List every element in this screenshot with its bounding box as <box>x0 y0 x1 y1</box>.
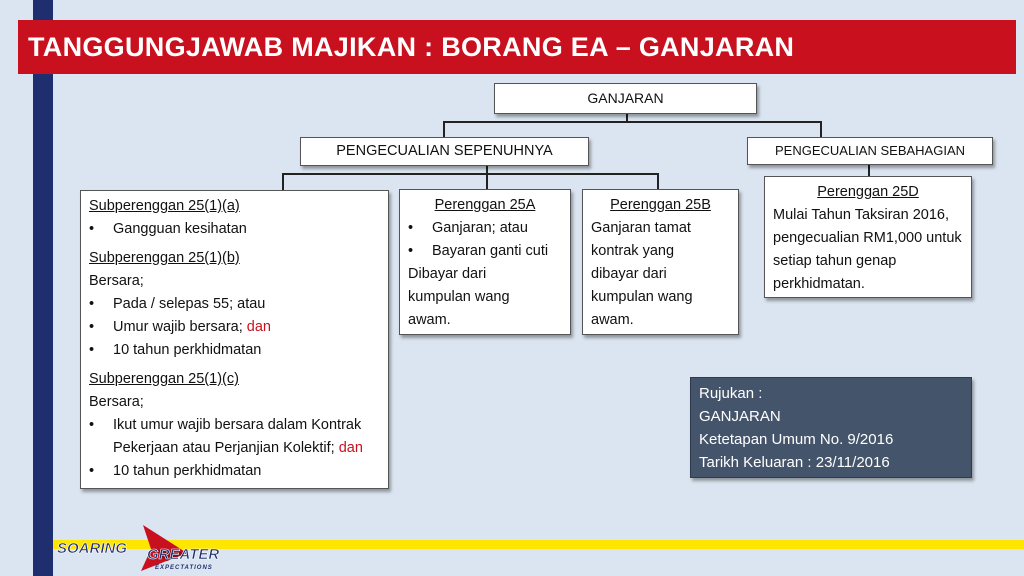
reference-label: Rujukan : <box>699 385 763 402</box>
slide-title: TANGGUNGJAWAB MAJIKAN : BORANG EA – GANJARAN <box>28 32 795 62</box>
connector-to-25A <box>486 173 488 189</box>
list-item: • Ganjaran; atau <box>408 220 528 236</box>
heading-25D: Perenggan 25D <box>817 184 919 200</box>
item-text: Gangguan kesihatan <box>113 221 247 237</box>
node-pengecualian-sebahagian <box>747 137 993 165</box>
heading-25A: Perenggan 25A <box>434 197 536 213</box>
heading-25-1-a: Subperenggan 25(1)(a) <box>89 198 240 214</box>
connector-l2-horizontal <box>443 121 822 123</box>
node-full-label: PENGECUALIAN SEPENUHNYA <box>336 143 553 159</box>
connector-partial-down <box>868 165 870 176</box>
node-partial-label: PENGECUALIAN SEBAHAGIAN <box>775 143 965 158</box>
left-accent-bar <box>33 0 53 576</box>
emphasis-dan: dan <box>338 440 363 456</box>
reference-date: Tarikh Keluaran : 23/11/2016 <box>699 454 890 471</box>
item-text: Umur wajib bersara; <box>113 319 243 335</box>
item-text: Ganjaran; atau <box>432 220 528 236</box>
list-item: • Pada / selepas 55; atau <box>89 296 266 312</box>
intro-25-1-c: Bersara; <box>89 394 144 410</box>
logo-word-greater: GREATER <box>147 546 220 563</box>
list-item: • Bayaran ganti cuti <box>408 243 549 259</box>
connector-to-partial <box>820 121 822 137</box>
reference-topic: GANJARAN <box>699 408 781 425</box>
connector-l3-horizontal <box>282 173 659 175</box>
reference-box <box>690 377 972 478</box>
text-25A: Dibayar dari kumpulan wang awam. <box>408 266 510 328</box>
list-item: • 10 tahun perkhidmatan <box>89 463 262 479</box>
reference-ruling: Ketetapan Umum No. 9/2016 <box>699 431 894 448</box>
heading-25B: Perenggan 25B <box>610 197 711 213</box>
node-subperenggan-25-1 <box>80 190 389 489</box>
emphasis-dan: dan <box>246 319 271 335</box>
connector-to-25-1 <box>282 173 284 190</box>
item-text: Ikut umur wajib bersara dalam Kontrak Pekerjaan atau Perjanjian Kolektif; <box>113 417 362 456</box>
node-ganjaran <box>494 83 757 114</box>
node-pengecualian-sepenuhnya <box>300 137 589 166</box>
heading-25-1-c: Subperenggan 25(1)(c) <box>89 371 239 387</box>
soaring-greater-logo <box>55 523 235 576</box>
text-25D: Mulai Tahun Taksiran 2016, pengecualian RM1,000 untuk setiap tahun genap perkhidmatan. <box>773 207 962 292</box>
heading-25-1-b: Subperenggan 25(1)(b) <box>89 250 240 266</box>
connector-to-25B <box>657 173 659 189</box>
intro-25-1-b: Bersara; <box>89 273 144 289</box>
item-text: 10 tahun perkhidmatan <box>113 342 262 358</box>
item-text: 10 tahun perkhidmatan <box>113 463 262 479</box>
list-item: • Umur wajib bersara; dan <box>89 319 271 335</box>
list-item: • 10 tahun perkhidmatan <box>89 342 262 358</box>
item-text: Bayaran ganti cuti <box>432 243 549 259</box>
node-perenggan-25A <box>399 189 571 335</box>
list-item: • Ikut umur wajib bersara dalam Kontrak Pekerjaan atau Perjanjian Kolektif; dan <box>89 417 363 456</box>
logo-word-soaring: SOARING <box>57 540 128 557</box>
logo-word-expectations: EXPECTATIONS <box>155 565 213 571</box>
text-25B: Ganjaran tamat kontrak yang dibayar dari kumpulan wang awam. <box>591 220 693 328</box>
item-text: Pada / selepas 55; atau <box>113 296 266 312</box>
list-item: • Gangguan kesihatan <box>89 221 247 237</box>
node-perenggan-25D <box>764 176 972 298</box>
node-ganjaran-label: GANJARAN <box>587 90 664 106</box>
connector-to-full <box>443 121 445 137</box>
node-perenggan-25B <box>582 189 739 335</box>
